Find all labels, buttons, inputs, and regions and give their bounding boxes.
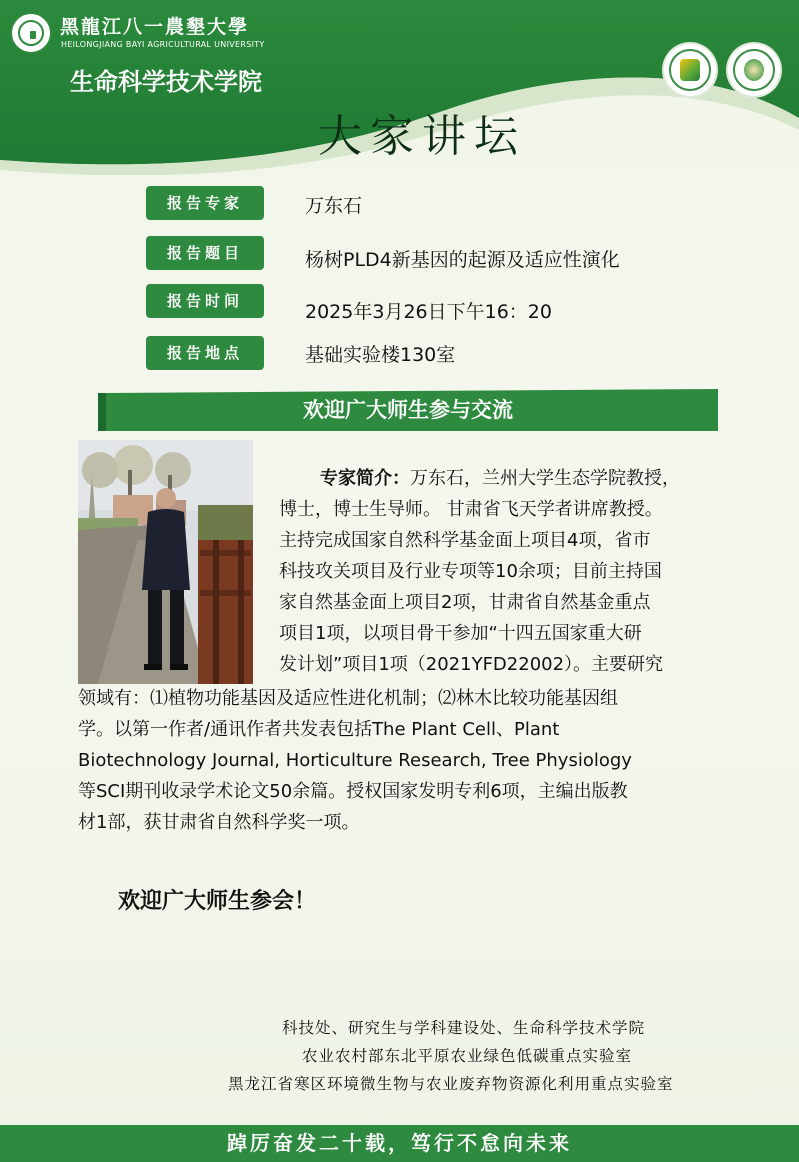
bio-line: 材1部，获甘肃省自然科学奖一项。	[78, 812, 360, 833]
organizer-line: 农业农村部东北平原农业绿色低碳重点实验室	[302, 1047, 633, 1065]
bio-line: 科技攻关项目及行业专项等10余项；目前主持国	[279, 561, 662, 582]
bio-line: 专家简介：万东石，兰州大学生态学院教授，	[320, 468, 680, 489]
welcome-banner	[98, 389, 718, 431]
bio-heading: 专家简介：	[320, 468, 410, 489]
info-value: 2025年3月26日下午16：20	[305, 301, 552, 323]
bio-line: 项目1项，以项目骨干参加“十四五国家重大研	[279, 623, 642, 644]
bio-line: 家自然基金面上项目2项，甘肃省自然基金重点	[279, 592, 651, 613]
university-logo	[10, 12, 52, 54]
speaker-photo	[78, 440, 253, 684]
welcome-banner-text: 欢迎广大师生参与交流	[303, 398, 513, 422]
university-name-cn: 黑龍江八一農墾大學	[60, 16, 250, 38]
bio-line: 领域有：⑴植物功能基因及适应性进化机制；⑵林木比较功能基因组	[78, 688, 618, 709]
bio-line: 主持完成国家自然科学基金面上项目4项，省市	[279, 530, 651, 551]
lab-badge-1	[664, 44, 716, 96]
organizer-line: 黑龙江省寒区环境微生物与农业废弃物资源化利用重点实验室	[228, 1075, 674, 1093]
footer-bar	[0, 1125, 799, 1162]
info-label: 报告专家	[146, 186, 264, 220]
info-value: 万东石	[305, 195, 363, 217]
forum-title: 大家讲坛	[318, 111, 526, 162]
info-value: 基础实验楼130室	[305, 344, 456, 366]
college-name: 生命科学技术学院	[70, 68, 262, 96]
info-label: 报告题目	[146, 236, 264, 270]
bio-line: 发计划”项目1项（2021YFD22002）。主要研究	[279, 654, 664, 675]
welcome-closing: 欢迎广大师生参会！	[118, 889, 317, 914]
lab-badge-2	[728, 44, 780, 96]
info-label: 报告时间	[146, 284, 264, 318]
bio-line: Biotechnology Journal, Horticulture Research, Tree Physiology	[78, 750, 632, 771]
bio-line: 博士，博士生导师。 甘肃省飞天学者讲席教授。	[279, 499, 663, 520]
organizer-line: 科技处、研究生与学科建设处、生命科学技术学院	[282, 1019, 646, 1037]
info-value: 杨树PLD4新基因的起源及适应性演化	[305, 249, 620, 271]
footer-slogan: 踔厉奋发二十载，笃行不怠向未来	[227, 1131, 572, 1155]
bio-line: 等SCI期刊收录学术论文50余篇。授权国家发明专利6项，主编出版教	[78, 781, 628, 802]
bio-line: 学。以第一作者/通讯作者共发表包括The Plant Cell、Plant	[78, 719, 560, 740]
info-label: 报告地点	[146, 336, 264, 370]
university-name-en: HEILONGJIANG BAYI AGRICULTURAL UNIVERSITY	[61, 40, 265, 49]
